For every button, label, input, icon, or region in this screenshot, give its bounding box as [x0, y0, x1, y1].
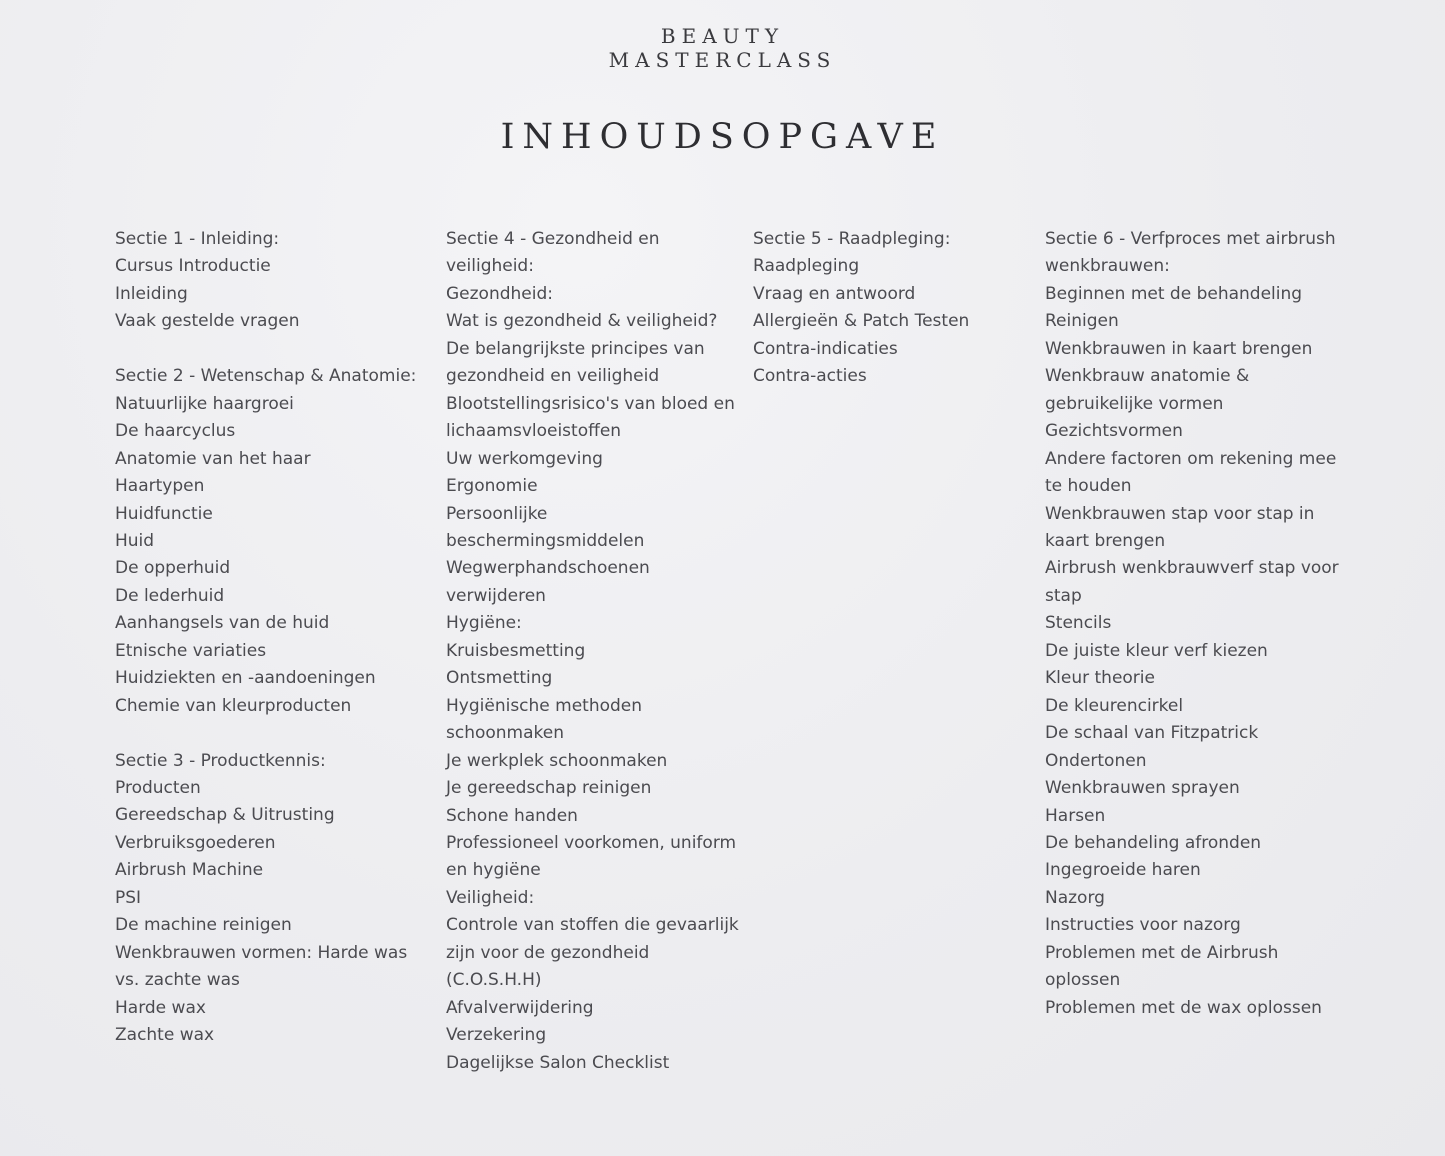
section-spacer: [115, 336, 435, 363]
toc-entry: Andere factoren om rekening mee te houden: [1045, 448, 1337, 497]
toc-entry: Wenkbrauwen sprayen: [1045, 778, 1240, 799]
toc-entry: Wenkbrauw anatomie & gebruikelijke vormen: [1045, 366, 1250, 414]
toc-entry: Veiligheid:: [446, 887, 535, 908]
toc-entry: Kruisbesmetting: [446, 640, 586, 661]
toc-entry: De haarcyclus: [115, 421, 236, 442]
toc-entry: De machine reinigen: [115, 915, 292, 936]
toc-entry: Schone handen: [446, 805, 578, 826]
toc-entry: Hygiëne:: [446, 613, 522, 634]
toc-entry: Ingegroeide haren: [1045, 860, 1201, 881]
toc-entry: Huidziekten en -aandoeningen: [115, 668, 376, 689]
toc-entry: Inleiding: [115, 283, 188, 304]
toc-entry: Producten: [115, 778, 201, 799]
toc-entry: Je werkplek schoonmaken: [446, 750, 668, 771]
toc-entry: Gereedschap & Uitrusting: [115, 805, 335, 826]
toc-entry: Aanhangsels van de huid: [115, 613, 330, 634]
toc-entry: Wenkbrauwen in kaart brengen: [1045, 338, 1313, 359]
toc-entry: Harde wax: [115, 997, 206, 1018]
toc-entry: De belangrijkste principes van gezondheid en veiligheid: [446, 338, 705, 387]
toc-entry: Stencils: [1045, 613, 1112, 634]
toc-entry: Blootstellingsrisico's van bloed en lichaamsvloeistoffen: [446, 393, 735, 442]
toc-entry: Contra-acties: [753, 366, 867, 387]
toc-entry: Uw werkomgeving: [446, 448, 603, 469]
toc-entry: De behandeling afronden: [1045, 832, 1262, 853]
toc-entry: Natuurlijke haargroei: [115, 393, 294, 414]
toc-entry: Chemie van kleurproducten: [115, 695, 352, 716]
toc-entry: De opperhuid: [115, 558, 231, 579]
toc-entry: Je gereedschap reinigen: [446, 778, 652, 799]
toc-entry: PSI: [115, 887, 142, 908]
toc-entry: Harsen: [1045, 805, 1106, 826]
toc-entry: Allergieën & Patch Testen: [753, 311, 970, 332]
toc-entry: Airbrush wenkbrauwverf stap voor stap: [1045, 558, 1339, 606]
toc-entry: Dagelijkse Salon Checklist: [446, 1052, 670, 1073]
toc-entry: Problemen met de Airbrush oplossen: [1045, 942, 1279, 991]
toc-entry: Ondertonen: [1045, 750, 1147, 771]
toc-entry: De kleurencirkel: [1045, 695, 1184, 716]
toc-entry: Raadpleging: [753, 256, 860, 277]
toc-entry: Contra-indicaties: [753, 338, 898, 359]
section-heading: Sectie 4 - Gezondheid en veiligheid:: [446, 229, 660, 277]
toc-entry: Professioneel voorkomen, uniform en hygiëne: [446, 832, 737, 881]
toc-entry: Cursus Introductie: [115, 256, 271, 277]
section-heading: Sectie 2 - Wetenschap & Anatomie:: [115, 366, 417, 387]
toc-column-1: [115, 226, 435, 1050]
toc-entry: Hygiënische methoden schoonmaken: [446, 695, 643, 744]
toc-entry: Wenkbrauwen vormen: Harde was vs. zachte was: [115, 942, 408, 991]
toc-entry: Ergonomie: [446, 476, 538, 497]
toc-entry: De juiste kleur verf kiezen: [1045, 640, 1268, 661]
toc-entry: Vaak gestelde vragen: [115, 311, 300, 332]
toc-entry: Kleur theorie: [1045, 668, 1155, 689]
toc-entry: Verzekering: [446, 1025, 547, 1046]
brand-name-line1: BEAUTY: [660, 24, 785, 48]
toc-entry: Verbruiksgoederen: [115, 832, 276, 853]
toc-entry: Gezichtsvormen: [1045, 421, 1183, 442]
section-heading: Sectie 1 - Inleiding:: [115, 229, 280, 249]
toc-entry: De schaal van Fitzpatrick: [1045, 723, 1259, 744]
toc-entry: Instructies voor nazorg: [1045, 915, 1241, 936]
toc-column-2: [446, 226, 741, 1077]
toc-entry: Ontsmetting: [446, 668, 553, 689]
toc-entry: Haartypen: [115, 476, 205, 497]
toc-entry: Zachte wax: [115, 1025, 215, 1046]
toc-column-4: [1045, 226, 1345, 1022]
page-title: INHOUDSOPGAVE: [500, 117, 945, 157]
toc-entry: Airbrush Machine: [115, 860, 264, 881]
toc-entry: Huidfunctie: [115, 503, 213, 524]
toc-entry: Beginnen met de behandeling: [1045, 283, 1303, 304]
toc-entry: Etnische variaties: [115, 640, 267, 661]
toc-entry: Wenkbrauwen stap voor stap in kaart brengen: [1045, 503, 1315, 551]
toc-entry: Problemen met de wax oplossen: [1045, 997, 1322, 1018]
section-spacer: [115, 720, 435, 747]
toc-entry: Huid: [115, 530, 155, 551]
toc-entry: Vraag en antwoord: [753, 283, 916, 304]
toc-entry: Nazorg: [1045, 887, 1105, 908]
toc-entry: Wat is gezondheid & veiligheid?: [446, 311, 718, 332]
toc-entry: Reinigen: [1045, 311, 1119, 332]
toc-entry: Wegwerphandschoenen verwijderen: [446, 558, 650, 606]
toc-entry: Persoonlijke beschermingsmiddelen: [446, 503, 645, 551]
section-heading: Sectie 5 - Raadpleging:: [753, 229, 951, 249]
section-heading: Sectie 6 - Verfproces met airbrush wenkbrauwen:: [1045, 229, 1336, 277]
toc-column-3: [753, 226, 1023, 391]
toc-entry: De lederhuid: [115, 585, 225, 606]
brand-name-line2: MASTERCLASS: [608, 48, 837, 72]
toc-entry: Gezondheid:: [446, 283, 553, 304]
section-heading: Sectie 3 - Productkennis:: [115, 750, 326, 771]
toc-entry: Controle van stoffen die gevaarlijk zijn voor de gezondheid (C.O.S.H.H): [446, 915, 739, 991]
toc-entry: Afvalverwijdering: [446, 997, 594, 1018]
toc-entry: Anatomie van het haar: [115, 448, 311, 469]
